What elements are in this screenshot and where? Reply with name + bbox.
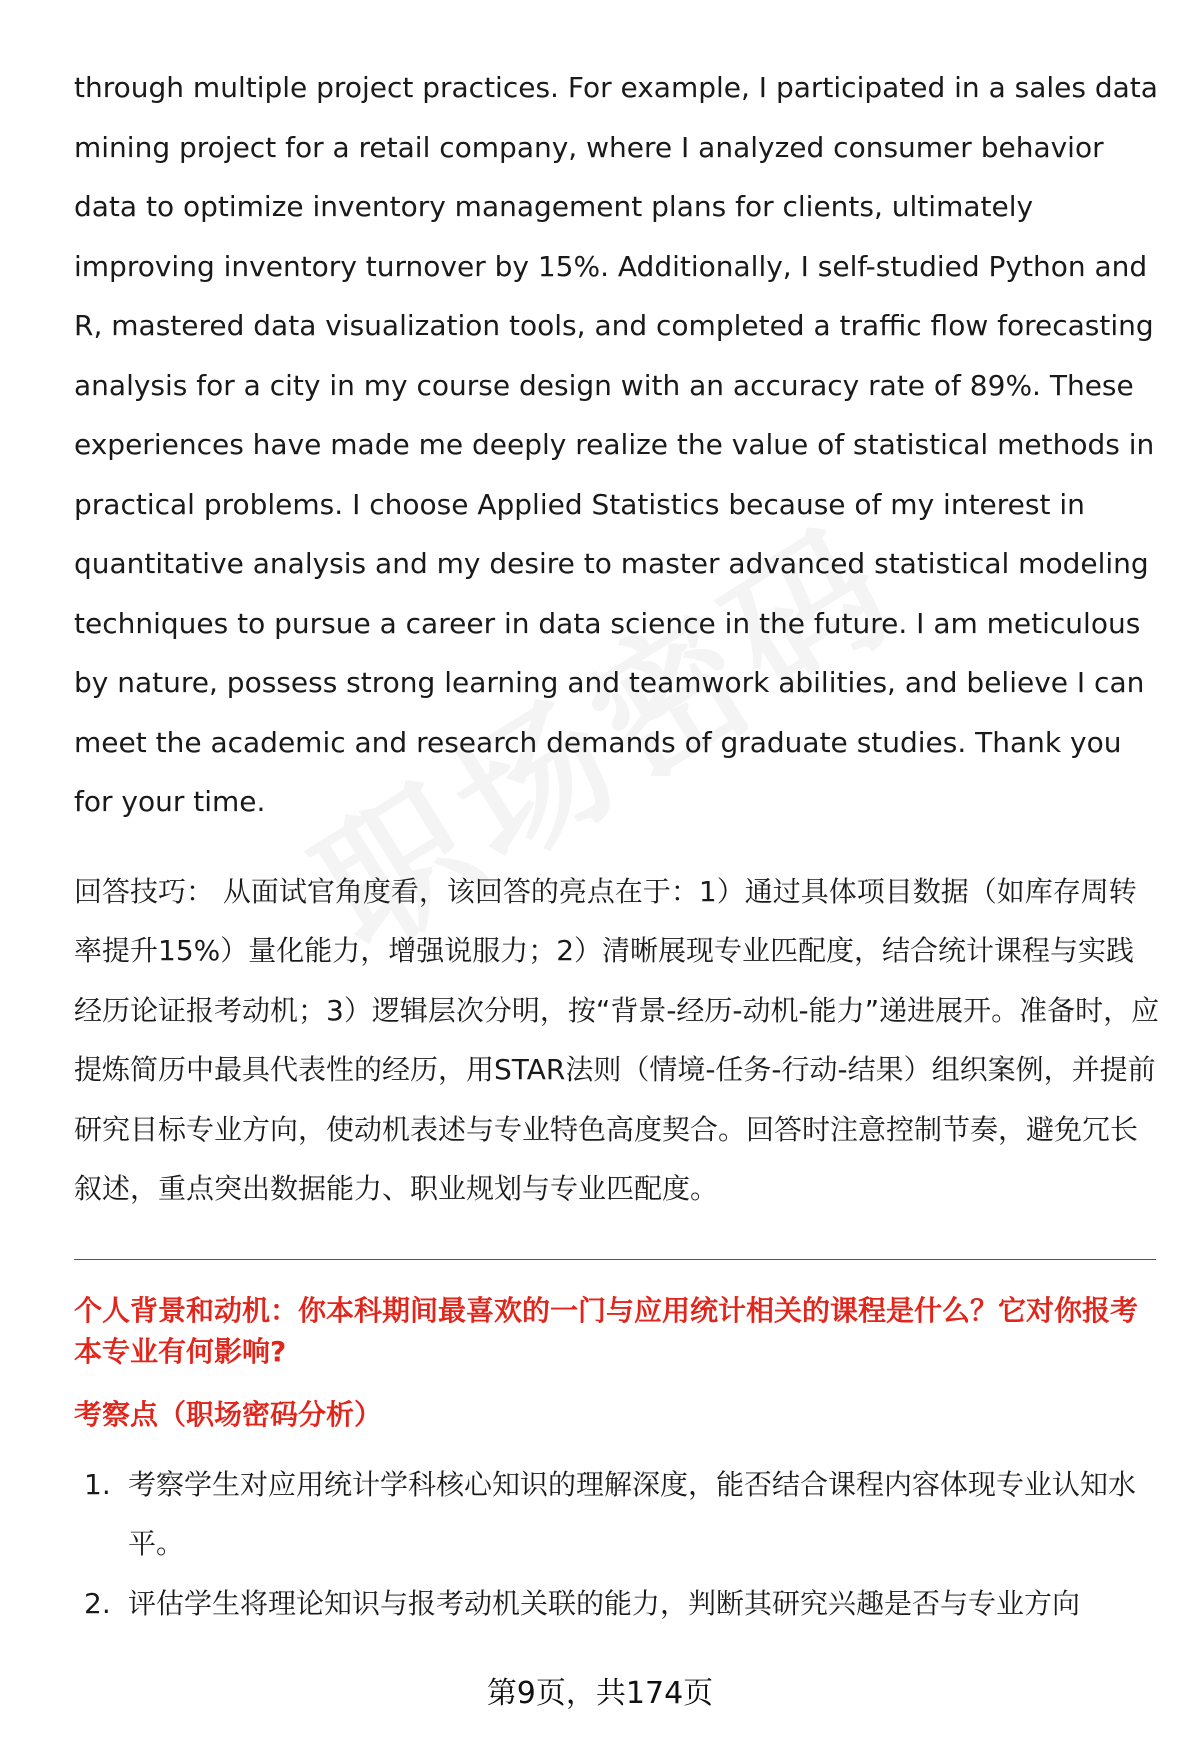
page-number: 第9页，共174页 [486, 1676, 714, 1711]
document-body [74, 58, 1160, 1633]
answer-tips-paragraph: 回答技巧： 从面试官角度看，该回答的亮点在于：1）通过具体项目数据（如库存周转率提升15%）量化能力，增强说服力；2）清晰展现专业匹配度，结合统计课程与实践经历论证报考动机；3）逻辑层次分明，按“背景-经历-动机-能力”递进展开。准备时，应提炼简历中最具代表性的经历，用STAR法则（情境-任务-行动-结果）组织案例，并提前研究目标专业方向，使动机表述与专业特色高度契合。回答时注意控制节奏，避免冗长叙述，重点突出数据能力、职业规划与专业匹配度。 [74, 874, 1160, 1205]
list-item-text: 考察学生对应用统计学科核心知识的理解深度，能否结合课程内容体现专业认知水平。 [128, 1467, 1137, 1560]
list-item [74, 1455, 1160, 1574]
list-item-text: 评估学生将理论知识与报考动机关联的能力，判断其研究兴趣是否与专业方向 [128, 1586, 1081, 1620]
list-item-number: 1. [84, 1467, 111, 1501]
assessment-heading: 考察点（职场密码分析） [74, 1397, 383, 1431]
answer-paragraph: through multiple project practices. For example, I participated in a sales data mining project for a retail company, where I analyzed consumer behavior data to optimize inventory management plans for clients, ultimately improving inventory turnover by 15%. Additionally, I self-studied Python and R, mastered data visualization tools, and completed a traffic flow forecasting analysis for a city in my course design with an accuracy rate of 89%. These experiences have made me deeply realize the value of statistical methods in practical problems. I choose Applied Statistics because of my interest in quantitative analysis and my desire to master advanced statistical modeling techniques to pursue a career in data science in the future. I am meticulous by nature, possess strong learning and teamwork abilities, and believe I can meet the academic and research demands of graduate studies. Thank you for your time. [74, 71, 1158, 818]
section-divider [74, 1259, 1156, 1260]
list-item-number: 2. [84, 1586, 111, 1620]
question-title: 个人背景和动机：你本科期间最喜欢的一门与应用统计相关的课程是什么？它对你报考本专业有何影响? [74, 1293, 1139, 1368]
list-item [74, 1574, 1160, 1634]
assessment-points-list [74, 1455, 1160, 1634]
